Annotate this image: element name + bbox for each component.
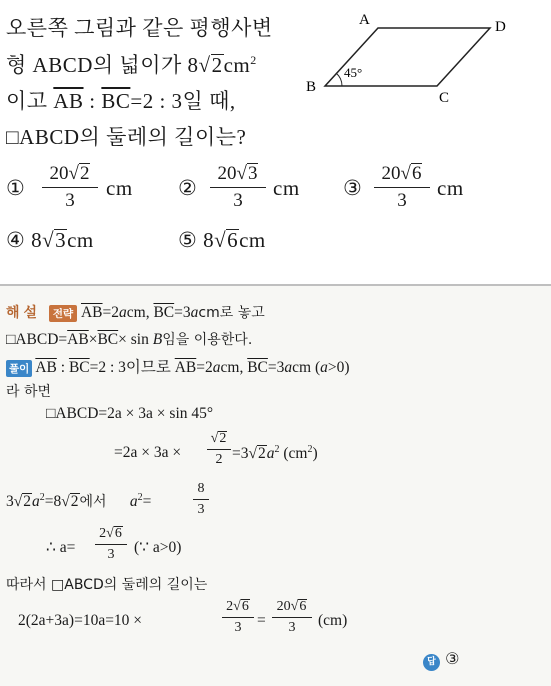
answer-badge: 답 — [423, 654, 440, 671]
solution-line-9: 따라서 □ABCD의 둘레의 길이는 — [6, 577, 208, 593]
choice-4[interactable]: ④ 8√3cm — [6, 228, 94, 252]
sqrt-sign: √ — [214, 228, 227, 252]
solution-line-8: ∴ a= — [46, 539, 76, 556]
solution-line-4: 라 하면 — [6, 384, 52, 400]
sqrt-sign: √ — [68, 163, 79, 184]
choice-2-fraction[interactable]: 20√3 3 — [210, 163, 266, 212]
choice-2-mark[interactable]: ② — [178, 176, 198, 200]
solution-strategy-line: 해설 전략 $\overline{AB}=2acm$, $\overline{BC}=3acm$로 놓고 — [6, 304, 265, 321]
parallelogram-figure — [300, 8, 520, 108]
solution-line-10-fraction-1: 2√6 3 — [222, 599, 254, 636]
problem-line-4: □ABCD의 둘레의 길이는? — [6, 125, 247, 149]
answer — [423, 649, 460, 671]
choice-5[interactable]: ⑤ 8√6cm — [178, 228, 266, 252]
solution-line-6-fraction: √2 2 — [207, 431, 231, 468]
solution-line-6-result: $=3√2a^2$ $(cm^2)$ — [232, 444, 318, 463]
sqrt-sign: √ — [61, 493, 70, 510]
solution-line-7-fraction: 8 3 — [193, 481, 209, 518]
problem-line-1: 오른쪽 그림과 같은 평행사변 — [6, 16, 273, 40]
solution-line-8-cond: (∵ a>0) — [134, 539, 182, 556]
choice-3-fraction[interactable]: 20√6 3 — [374, 163, 430, 212]
sqrt-sign: √ — [198, 53, 211, 77]
sqrt-sign: √ — [210, 431, 219, 446]
sqrt-sign: √ — [236, 163, 247, 184]
solution-line-5: □ABCD=2a × 3a × sin 45° — [46, 405, 214, 422]
sqrt-sign: √ — [290, 599, 299, 614]
angle-label: 45° — [344, 65, 363, 80]
sqrt-sign: √ — [42, 228, 55, 252]
strategy-tag: 전략 — [49, 305, 77, 322]
sqrt-sign: √ — [400, 163, 411, 184]
sqrt-sign: √ — [13, 493, 23, 510]
choice-1-unit: cm — [106, 176, 133, 200]
choice-3-unit: cm — [437, 176, 464, 200]
label-A: A — [359, 12, 370, 28]
sqrt-sign: √ — [106, 526, 114, 541]
solution-line-6: =2a × 3a × — [114, 444, 182, 461]
choice-3-mark[interactable]: ③ — [343, 176, 363, 200]
solution-header: 해설 — [6, 305, 42, 321]
sqrt-sign: √ — [248, 445, 258, 463]
angle-arc — [336, 73, 342, 86]
problem-line-2: 형 ABCD의 넓이가 $8√2cm^2$ — [6, 53, 257, 77]
label-D: D — [495, 19, 506, 35]
solution-line-10-unit: (cm) — [318, 612, 348, 629]
answer-value: ③ — [445, 651, 460, 668]
solution-line-10-fraction-2: 20√6 3 — [272, 599, 312, 636]
solution-line-8-fraction: 2√6 3 — [95, 526, 127, 563]
choice-2-unit: cm — [273, 176, 300, 200]
pul-tag: 풀이 — [6, 360, 32, 377]
label-B: B — [306, 79, 317, 95]
choice-1-mark[interactable]: ① — [6, 176, 26, 200]
solution-line-10: 2(2a+3a)=10a=10 × — [18, 612, 143, 629]
solution-line-2: $□ABCD=\overline{AB}\times\overline{BC}\times \sin B$임을 이용한다. — [6, 331, 253, 348]
solution-line-3: 풀이 $\overline{AB}$ : $\overline{BC}=2$ : 3이므로 $\overline{AB}=2acm$, $\overline{BC}=3acm$ (a>0) — [6, 355, 350, 377]
choice-1-fraction[interactable]: 20√2 3 — [42, 163, 98, 212]
sqrt-sign: √ — [233, 599, 241, 614]
problem-line-3: 이고 $\overline{AB}$ : $\overline{BC}=2$ : 3일 때, — [6, 89, 236, 113]
solution-line-10-eq: = — [257, 612, 266, 629]
label-C: C — [439, 90, 450, 106]
solution-line-7: $3√2a^2=8√2$에서 $a^2=$ — [6, 491, 152, 510]
